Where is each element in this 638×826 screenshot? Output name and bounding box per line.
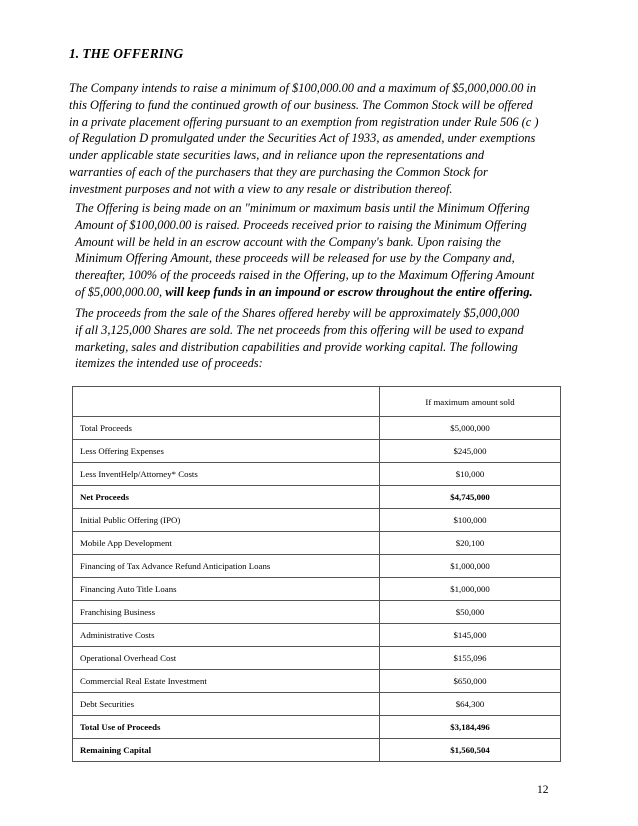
use-of-proceeds-table: [72, 386, 561, 762]
row-value: $10,000: [380, 463, 561, 486]
table-row: [73, 739, 561, 762]
paragraph-line: if all 3,125,000 Shares are sold. The net proceeds from this offering will be used to expand: [75, 322, 524, 337]
table-row: [73, 555, 561, 578]
paragraph-line: itemizes the intended use of proceeds:: [75, 356, 263, 371]
table-row: [73, 509, 561, 532]
row-value: $245,000: [380, 440, 561, 463]
row-value: $64,300: [380, 693, 561, 716]
row-value: $3,184,496: [380, 716, 561, 739]
row-label: Debt Securities: [73, 693, 380, 716]
row-label: Remaining Capital: [73, 739, 380, 762]
paragraph-line: Amount will be held in an escrow account with the Company's bank. Upon raising the: [75, 234, 501, 249]
page-number: 12: [537, 784, 549, 796]
paragraph-line: of Regulation D promulgated under the Securities Act of 1933, as amended, under exemptions: [69, 131, 536, 146]
row-label: Financing of Tax Advance Refund Anticipation Loans: [73, 555, 380, 578]
paragraph-line: under applicable state securities laws, and in reliance upon the representations and: [69, 148, 485, 163]
row-label: Administrative Costs: [73, 624, 380, 647]
table-row: [73, 624, 561, 647]
table-header-row: [73, 387, 561, 417]
table-row: [73, 486, 561, 509]
row-value: $5,000,000: [380, 417, 561, 440]
row-value: $100,000: [380, 509, 561, 532]
table-row: [73, 601, 561, 624]
row-value: $155,096: [380, 647, 561, 670]
table-row: [73, 578, 561, 601]
row-label: Mobile App Development: [73, 532, 380, 555]
row-label: Financing Auto Title Loans: [73, 578, 380, 601]
table-row: [73, 716, 561, 739]
row-label: Total Proceeds: [73, 417, 380, 440]
paragraph-line: [75, 284, 534, 301]
row-label: Franchising Business: [73, 601, 380, 624]
paragraph-text: of $5,000,000.00,: [75, 284, 166, 299]
row-label: Total Use of Proceeds: [73, 716, 380, 739]
offering-paragraph: [69, 80, 539, 198]
paragraph-line: The Company intends to raise a minimum of $100,000.00 and a maximum of $5,000,000.00 in: [69, 81, 537, 95]
row-value: $1,000,000: [380, 555, 561, 578]
row-label: Commercial Real Estate Investment: [73, 670, 380, 693]
row-value: $20,100: [380, 532, 561, 555]
paragraph-line: this Offering to fund the continued growth of our business. The Common Stock will be offered: [69, 97, 533, 112]
table-row: [73, 670, 561, 693]
row-value: $4,745,000: [380, 486, 561, 509]
paragraph-line: investment purposes and not with a view to any resale or distribution thereof.: [69, 181, 453, 196]
table-row: [73, 647, 561, 670]
row-value: $1,000,000: [380, 578, 561, 601]
paragraph-line: thereafter, 100% of the proceeds raised in the Offering, up to the Maximum Offering Amount: [75, 268, 535, 283]
row-label: Initial Public Offering (IPO): [73, 509, 380, 532]
row-label: Less InventHelp/Attorney* Costs: [73, 463, 380, 486]
minimum-basis-paragraph: [75, 200, 534, 301]
row-value: $50,000: [380, 601, 561, 624]
table-row: [73, 532, 561, 555]
paragraph-line: The proceeds from the sale of the Shares offered hereby will be approximately $5,000,000: [75, 306, 520, 320]
section-heading: 1. THE OFFERING: [69, 46, 184, 61]
row-label: Net Proceeds: [73, 486, 380, 509]
paragraph-line: warranties of each of the purchasers that they are purchasing the Common Stock for: [69, 164, 488, 179]
use-of-proceeds-paragraph: [75, 305, 524, 372]
paragraph-line: The Offering is being made on an "minimum or maximum basis until the Minimum Offering: [75, 201, 530, 215]
table-row: [73, 463, 561, 486]
row-label: Operational Overhead Cost: [73, 647, 380, 670]
row-value: $650,000: [380, 670, 561, 693]
row-value: $145,000: [380, 624, 561, 647]
table-row: [73, 440, 561, 463]
table-row: [73, 417, 561, 440]
paragraph-line: marketing, sales and distribution capabilities and provide working capital. The following: [75, 339, 518, 354]
paragraph-line: Minimum Offering Amount, these proceeds will be released for use by the Company and,: [75, 251, 515, 266]
row-label: Less Offering Expenses: [73, 440, 380, 463]
paragraph-line: Amount of $100,000.00 is raised. Proceeds received prior to raising the Minimum Offering: [75, 217, 527, 232]
escrow-emphasis: will keep funds in an impound or escrow throughout the entire offering.: [165, 284, 533, 299]
row-value: $1,560,504: [380, 739, 561, 762]
table-row: [73, 693, 561, 716]
paragraph-line: in a private placement offering pursuant to an exemption from registration under Rule 506 (c ): [69, 114, 539, 129]
header-label-cell: [73, 387, 380, 417]
header-value-cell: If maximum amount sold: [380, 387, 561, 417]
